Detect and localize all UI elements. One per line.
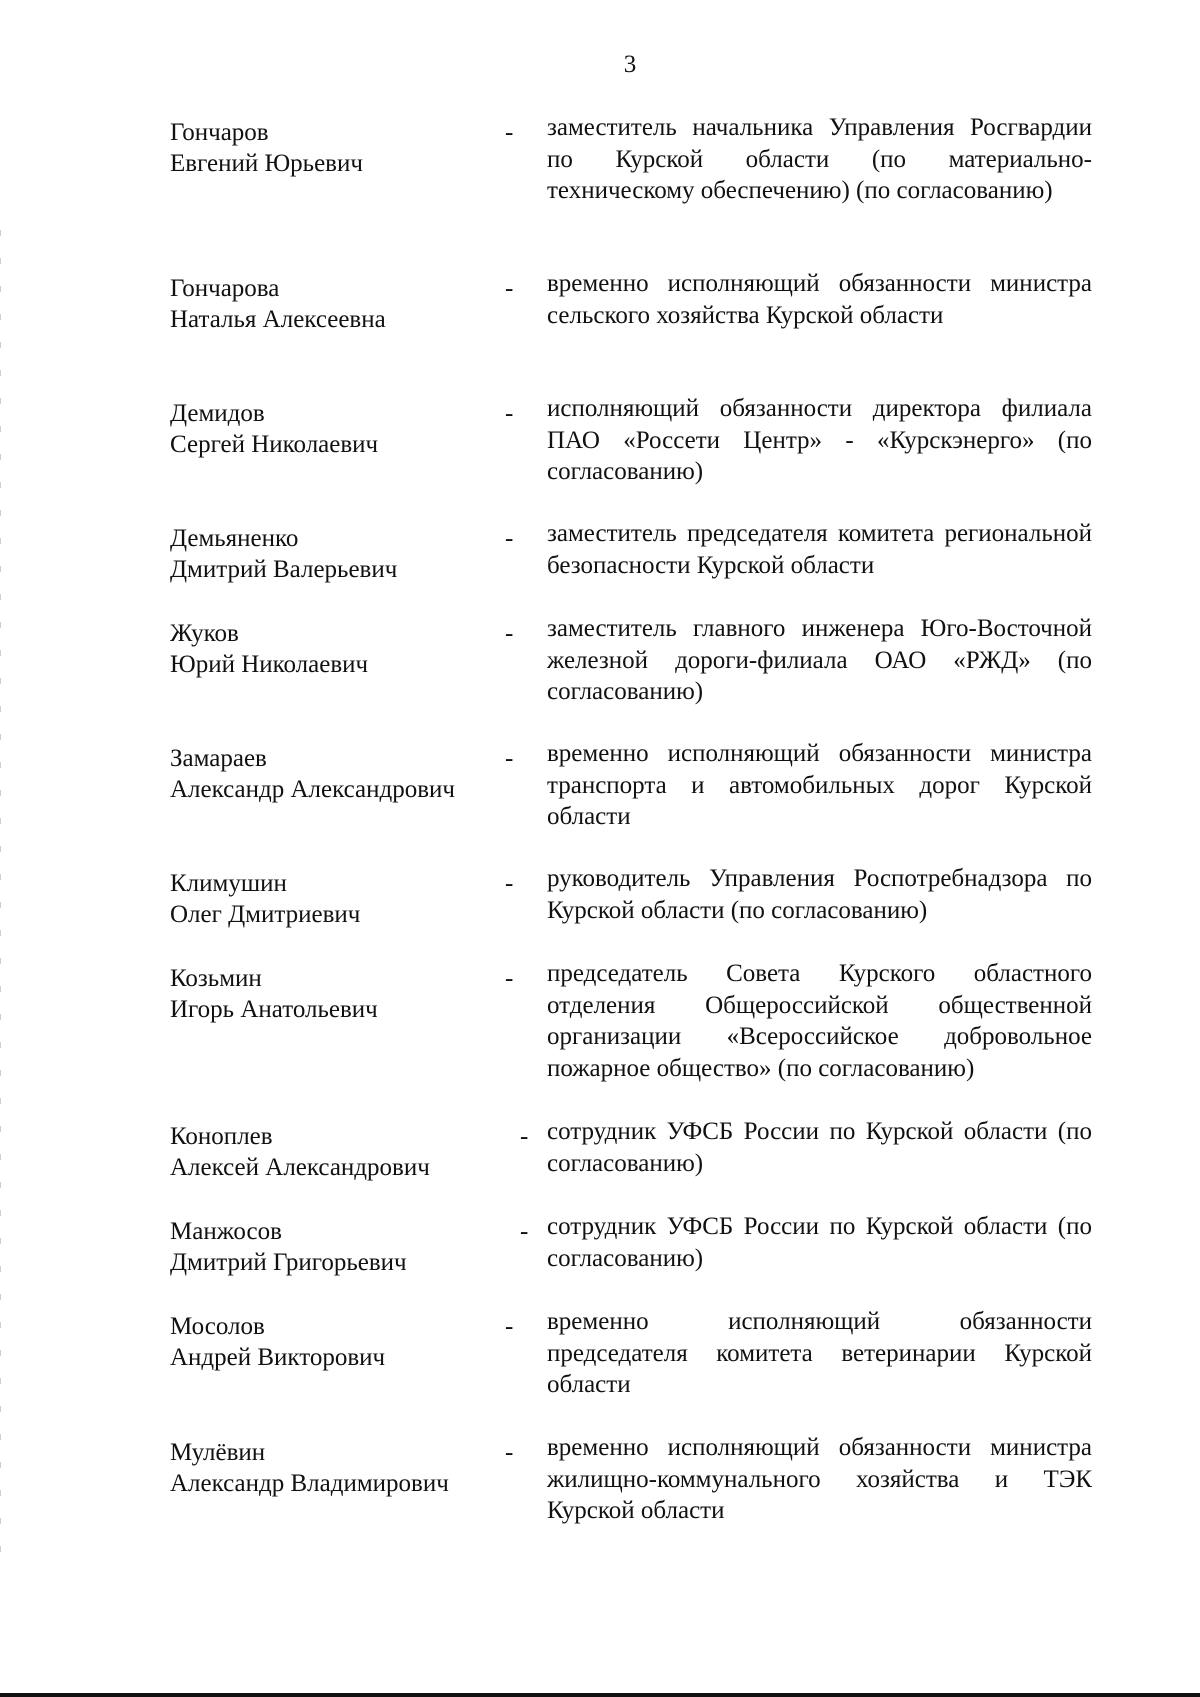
member-name xyxy=(170,618,510,680)
member-position: временно исполняющий обязанности министра сельского хозяйства Курской области xyxy=(547,270,1092,329)
member-given-names: Сергей Николаевич xyxy=(170,431,379,458)
member-position: руководитель Управления Роспотребнадзора по Курской области (по согласованию) xyxy=(547,865,1092,924)
member-given-names: Александр Александрович xyxy=(170,776,455,803)
member-surname: Замараев xyxy=(170,745,267,772)
member-given-names: Алексей Александрович xyxy=(170,1154,430,1181)
member-surname: Демидов xyxy=(170,400,265,427)
member-position: заместитель председателя комитета региональной безопасности Курской области xyxy=(547,520,1092,579)
member-surname: Манжосов xyxy=(170,1218,282,1245)
member-position: временно исполняющий обязанности министра жилищно-коммунального хозяйства и ТЭК Курской области xyxy=(547,1434,1092,1524)
member-position: заместитель начальника Управления Росгвардии по Курской области (по материально-техническому обеспечению) (по согласованию) xyxy=(547,114,1092,204)
member-given-names: Александр Владимирович xyxy=(170,1470,449,1497)
member-position: заместитель главного инженера Юго-Восточной железной дороги-филиала ОАО «РЖД» (по согласованию) xyxy=(547,615,1092,705)
page-number: 3 xyxy=(623,51,637,78)
separator-dash: - xyxy=(520,1218,529,1245)
member-surname: Коноплев xyxy=(170,1123,273,1150)
member-name xyxy=(170,743,510,805)
member-name xyxy=(170,273,510,335)
separator-dash: - xyxy=(505,745,514,772)
member-name xyxy=(170,963,510,1025)
member-position: временно исполняющий обязанности председателя комитета ветеринарии Курской области xyxy=(547,1308,1092,1398)
member-surname: Климушин xyxy=(170,870,287,897)
member-given-names: Наталья Алексеевна xyxy=(170,306,386,333)
member-given-names: Игорь Анатольевич xyxy=(170,996,378,1023)
separator-dash: - xyxy=(505,119,514,146)
separator-dash: - xyxy=(520,1123,529,1150)
member-position: сотрудник УФСБ России по Курской области (по согласованию) xyxy=(547,1118,1092,1177)
member-name xyxy=(170,398,510,460)
member-given-names: Андрей Викторович xyxy=(170,1344,386,1371)
separator-dash: - xyxy=(505,400,514,427)
member-given-names: Олег Дмитриевич xyxy=(170,901,361,928)
member-name xyxy=(170,1216,510,1278)
member-surname: Мулёвин xyxy=(170,1439,266,1466)
member-position: исполняющий обязанности директора филиала ПАО «Россети Центр» - «Курскэнерго» (по согласованию) xyxy=(547,395,1092,485)
separator-dash: - xyxy=(505,525,514,552)
separator-dash: - xyxy=(505,620,514,647)
member-surname: Жуков xyxy=(170,620,239,647)
member-name xyxy=(170,1437,510,1499)
member-name xyxy=(170,117,510,179)
member-surname: Гончаров xyxy=(170,119,269,146)
separator-dash: - xyxy=(505,275,514,302)
separator-dash: - xyxy=(505,870,514,897)
separator-dash: - xyxy=(505,1313,514,1340)
member-name xyxy=(170,1121,510,1183)
member-surname: Демьяненко xyxy=(170,525,299,552)
member-surname: Козьмин xyxy=(170,965,262,992)
scan-edge-left xyxy=(0,230,1,1560)
member-position: сотрудник УФСБ России по Курской области (по согласованию) xyxy=(547,1213,1092,1272)
member-name xyxy=(170,868,510,930)
member-given-names: Дмитрий Валерьевич xyxy=(170,556,398,583)
scan-edge-bottom xyxy=(0,1693,1200,1697)
member-name xyxy=(170,1311,510,1373)
member-surname: Мосолов xyxy=(170,1313,265,1340)
separator-dash: - xyxy=(505,1439,514,1466)
member-given-names: Евгений Юрьевич xyxy=(170,150,363,177)
member-position: временно исполняющий обязанности министра транспорта и автомобильных дорог Курской области xyxy=(547,740,1092,830)
member-name xyxy=(170,523,510,585)
member-given-names: Дмитрий Григорьевич xyxy=(170,1249,407,1276)
member-surname: Гончарова xyxy=(170,275,280,302)
separator-dash: - xyxy=(505,965,514,992)
member-given-names: Юрий Николаевич xyxy=(170,651,369,678)
member-position: председатель Совета Курского областного отделения Общероссийской общественной организации «Всероссийское добровольное пожарное общество» (по согласованию) xyxy=(547,960,1092,1082)
